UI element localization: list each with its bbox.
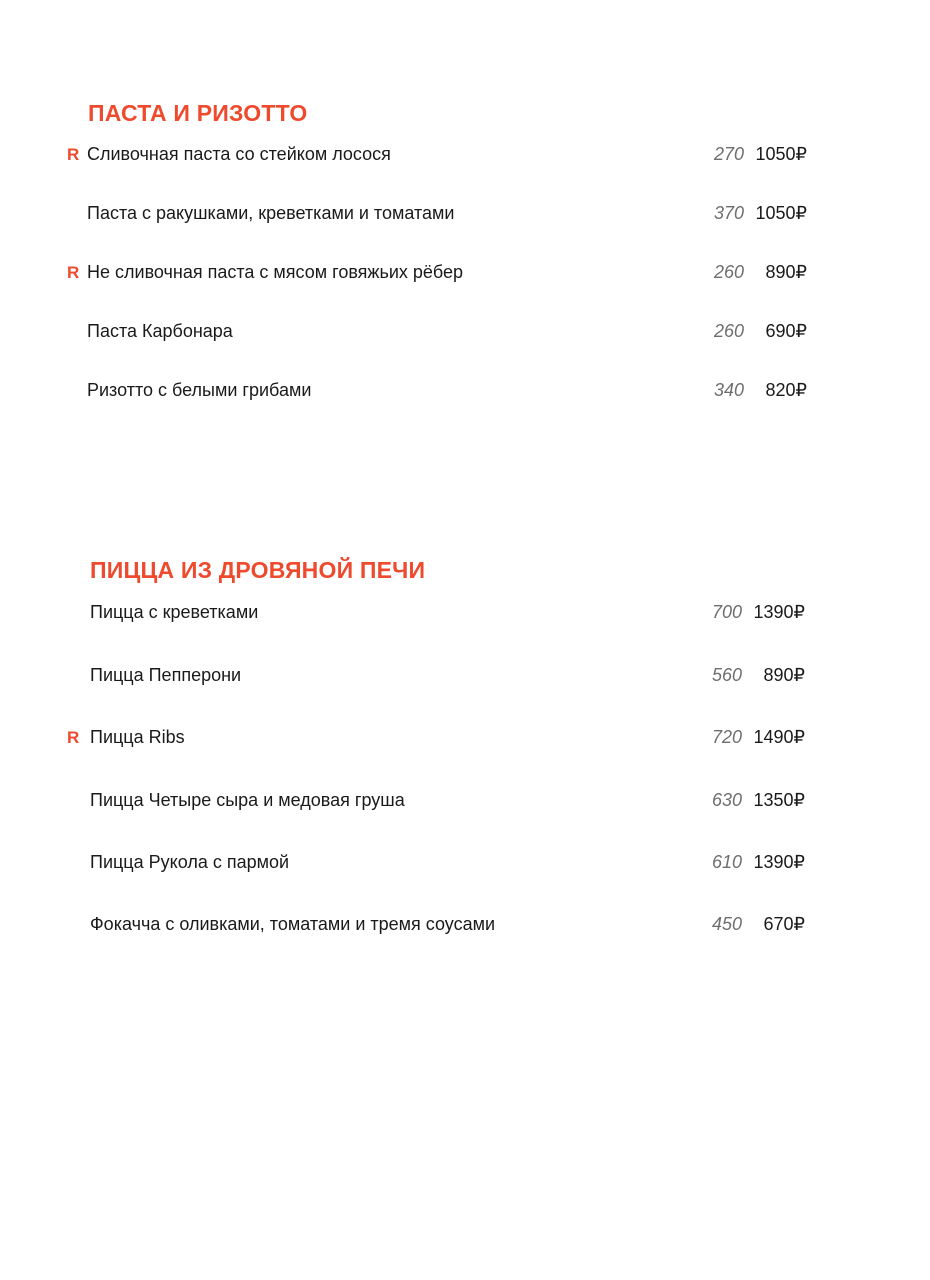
menu-item [0, 662, 930, 692]
item-name: Пицца Рукола с пармой [90, 852, 290, 872]
item-price: 890₽ [765, 262, 807, 282]
item-weight: 560 [711, 665, 742, 685]
r-badge-icon: R [67, 145, 80, 164]
item-price: 1390₽ [753, 852, 805, 872]
item-price: 1390₽ [753, 602, 805, 622]
menu-item [0, 599, 930, 629]
item-price: 1050₽ [755, 203, 807, 223]
item-weight: 270 [713, 144, 744, 164]
item-weight: 630 [711, 790, 742, 810]
menu-item [0, 849, 930, 879]
item-price: 820₽ [765, 380, 807, 400]
section-title: ПИЦЦА ИЗ ДРОВЯНОЙ ПЕЧИ [90, 557, 426, 583]
item-price: 890₽ [763, 665, 805, 685]
item-name: Пицца Пепперони [90, 665, 242, 685]
item-name: Фокачча с оливками, томатами и тремя соусами [90, 914, 496, 934]
item-weight: 450 [711, 914, 742, 934]
item-weight: 260 [713, 321, 744, 341]
section-title: ПАСТА И РИЗОТТО [88, 100, 308, 126]
item-name: Не сливочная паста с мясом говяжьих рёбер [87, 262, 464, 282]
r-badge-icon: R [67, 728, 80, 747]
menu-item [0, 141, 930, 171]
item-name: Пицца с креветками [90, 602, 259, 622]
item-price: 1490₽ [753, 727, 805, 747]
r-badge-icon: R [67, 263, 80, 282]
menu-item [0, 259, 930, 289]
item-name: Пицца Четыре сыра и медовая груша [90, 790, 405, 810]
menu-item [0, 318, 930, 348]
menu-item [0, 911, 930, 941]
item-weight: 260 [713, 262, 744, 282]
menu-item [0, 377, 930, 407]
item-name: Паста Карбонара [87, 321, 233, 341]
item-price: 690₽ [765, 321, 807, 341]
item-name: Ризотто с белыми грибами [87, 380, 312, 400]
item-weight: 610 [711, 852, 742, 872]
menu-item [0, 724, 930, 754]
item-weight: 720 [711, 727, 742, 747]
item-weight: 700 [711, 602, 742, 622]
item-name: Сливочная паста со стейком лосося [87, 144, 391, 164]
item-name: Пицца Ribs [90, 727, 185, 747]
item-price: 1350₽ [753, 790, 805, 810]
menu-item [0, 200, 930, 230]
item-name: Паста с ракушками, креветками и томатами [87, 203, 455, 223]
item-weight: 370 [713, 203, 744, 223]
item-price: 670₽ [763, 914, 805, 934]
item-weight: 340 [713, 380, 744, 400]
menu-item [0, 787, 930, 817]
item-price: 1050₽ [755, 144, 807, 164]
